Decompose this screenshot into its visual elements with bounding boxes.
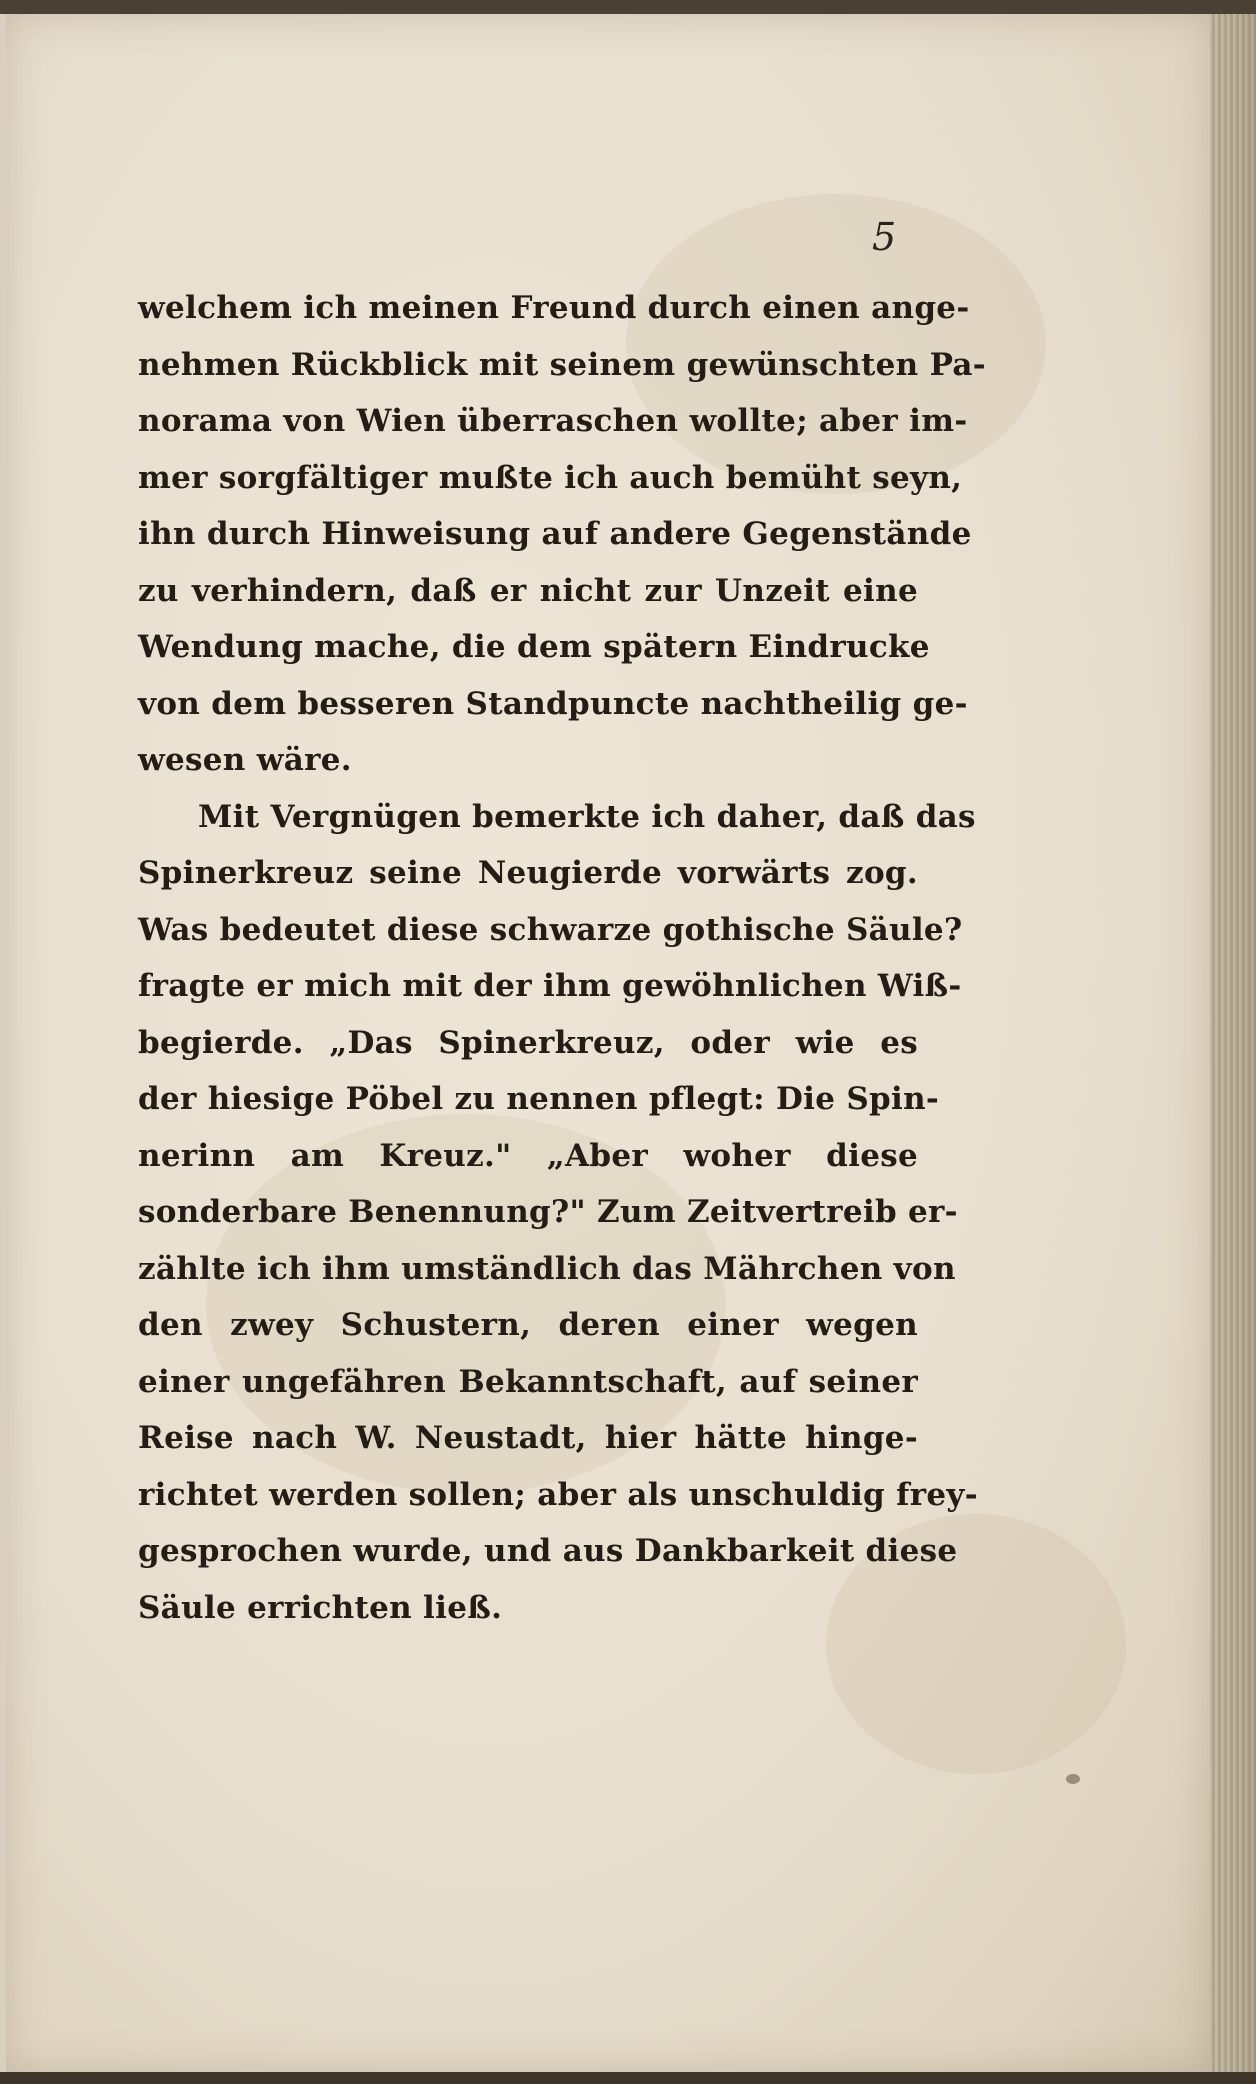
text-line: der hiesige Pöbel zu nennen pflegt: Die Spin-	[138, 1081, 940, 1117]
text-line: nerinn am Kreuz." „Aber woher diese	[138, 1137, 918, 1174]
text-line: wesen wäre.	[138, 742, 352, 778]
text-line: Reise nach W. Neustadt, hier hätte hinge-	[138, 1420, 918, 1456]
text-line: Säule errichten ließ.	[138, 1589, 503, 1626]
text-line: fragte er mich mit der ihm gewöhnlichen Wiß-	[138, 968, 962, 1004]
body-text	[138, 280, 986, 1636]
text-line: zu verhindern, daß er nicht zur Unzeit eine	[138, 572, 918, 609]
text-line: sonderbare Benennung?" Zum Zeitvertreib er-	[138, 1194, 958, 1230]
text-line: gesprochen wurde, und aus Dankbarkeit diese	[138, 1533, 958, 1569]
page-number: 5	[872, 215, 897, 259]
text-line: norama von Wien überraschen wollte; aber im-	[138, 403, 968, 439]
text-line: zählte ich ihm umständlich das Mährchen von	[138, 1250, 956, 1287]
ink-speck	[1066, 1774, 1080, 1784]
text-line: ihn durch Hinweisung auf andere Gegenstände	[138, 516, 972, 552]
text-line: begierde. „Das Spinerkreuz, oder wie es	[138, 1024, 918, 1061]
text-line: Was bedeutet diese schwarze gothische Säule?	[138, 911, 963, 948]
text-line: von dem besseren Standpuncte nachtheilig ge-	[138, 685, 968, 722]
text-line: welchem ich meinen Freund durch einen ange-	[138, 290, 970, 326]
page-stack-edge	[1210, 14, 1256, 2072]
text-line: den zwey Schustern, deren einer wegen	[138, 1307, 918, 1343]
text-line: Spinerkreuz seine Neugierde vorwärts zog.	[138, 855, 918, 891]
bottom-binding-edge	[0, 2072, 1256, 2084]
text-line: nehmen Rückblick mit seinem gewünschten Pa-	[138, 346, 986, 383]
top-binding-edge	[0, 0, 1256, 14]
text-line: Wendung mache, die dem spätern Eindrucke	[138, 629, 930, 665]
text-line: einer ungefähren Bekanntschaft, auf seiner	[138, 1363, 918, 1400]
text-line: mer sorgfältiger mußte ich auch bemüht seyn,	[138, 459, 963, 496]
text-line: Mit Vergnügen bemerkte ich daher, daß das	[198, 798, 976, 835]
text-line: richtet werden sollen; aber als unschuldig frey-	[138, 1476, 978, 1513]
